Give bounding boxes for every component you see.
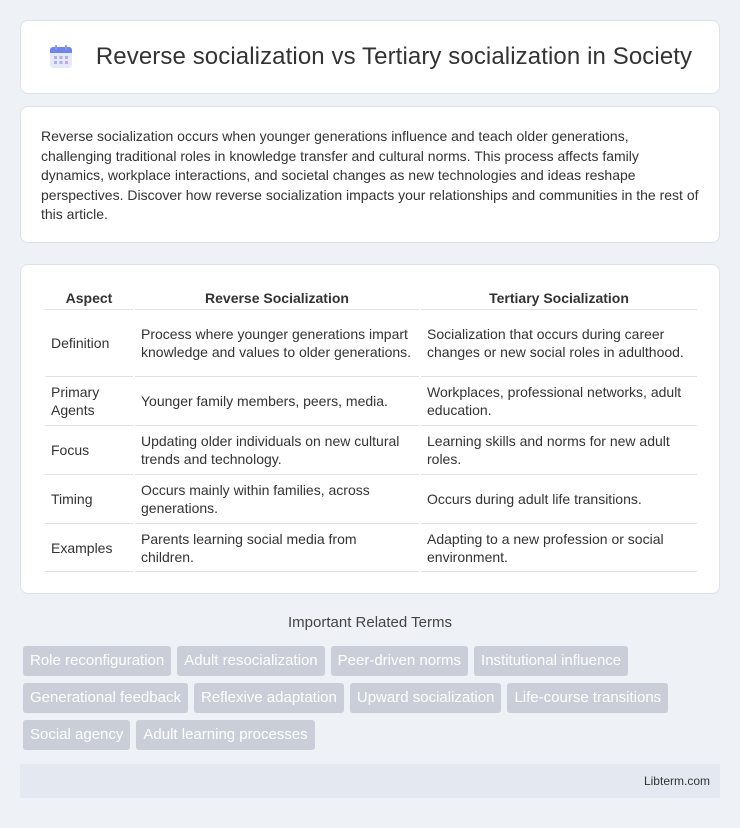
related-term-tag[interactable]: Upward socialization xyxy=(350,683,502,713)
comparison-table xyxy=(43,285,699,572)
cell-tertiary: Socialization that occurs during career changes or new social roles in adulthood. xyxy=(421,309,697,376)
cell-aspect: Examples xyxy=(45,523,133,572)
related-term-tag[interactable]: Role reconfiguration xyxy=(23,646,171,676)
intro-card xyxy=(20,106,720,243)
cell-tertiary: Learning skills and norms for new adult roles. xyxy=(421,425,697,474)
header-tertiary: Tertiary Socialization xyxy=(489,290,629,306)
header-card xyxy=(20,20,720,94)
header-reverse: Reverse Socialization xyxy=(205,290,349,306)
related-terms-list xyxy=(23,646,723,750)
cell-reverse: Process where younger generations impart knowledge and values to older generations. xyxy=(135,309,419,376)
footer-site-link[interactable]: Libterm.com xyxy=(643,774,710,788)
table-row xyxy=(45,523,697,572)
cell-tertiary: Adapting to a new profession or social environment. xyxy=(421,523,697,572)
related-term-tag[interactable]: Institutional influence xyxy=(474,646,628,676)
cell-reverse: Parents learning social media from children. xyxy=(135,523,419,572)
cell-reverse: Occurs mainly within families, across generations. xyxy=(135,474,419,523)
related-terms-title: Important Related Terms xyxy=(288,614,452,631)
table-row xyxy=(45,425,697,474)
related-term-tag[interactable]: Peer-driven norms xyxy=(331,646,468,676)
related-term-tag[interactable]: Life-course transitions xyxy=(507,683,668,713)
cell-aspect: Definition xyxy=(45,309,133,376)
cell-tertiary: Occurs during adult life transitions. xyxy=(421,474,697,523)
related-term-tag[interactable]: Reflexive adaptation xyxy=(194,683,344,713)
cell-aspect: Focus xyxy=(45,425,133,474)
table-row xyxy=(45,309,697,376)
related-term-tag[interactable]: Adult learning processes xyxy=(136,720,314,750)
intro-text: Reverse socialization occurs when younger generations influence and teach older generations, challenging traditional roles in knowledge transfer and cultural norms. This process affects family dynamics, workplace interactions, and societal changes as new technologies and ideas reshape perspectives. Discover how reverse socialization impacts your relationships and communities in the rest of this article. xyxy=(41,128,699,222)
related-term-tag[interactable]: Adult resocialization xyxy=(177,646,324,676)
cell-reverse: Updating older individuals on new cultural trends and technology. xyxy=(135,425,419,474)
page-title: Reverse socialization vs Tertiary socialization in Society xyxy=(95,43,693,70)
cell-aspect: Primary Agents xyxy=(45,376,133,425)
cell-aspect: Timing xyxy=(45,474,133,523)
related-term-tag[interactable]: Generational feedback xyxy=(23,683,188,713)
table-row xyxy=(45,376,697,425)
related-term-tag[interactable]: Social agency xyxy=(23,720,130,750)
calendar-icon xyxy=(48,44,74,70)
cell-reverse: Younger family members, peers, media. xyxy=(135,376,419,425)
cell-tertiary: Workplaces, professional networks, adult education. xyxy=(421,376,697,425)
comparison-card xyxy=(20,264,720,594)
table-row xyxy=(45,474,697,523)
footer xyxy=(20,764,720,798)
header-aspect: Aspect xyxy=(65,290,113,306)
